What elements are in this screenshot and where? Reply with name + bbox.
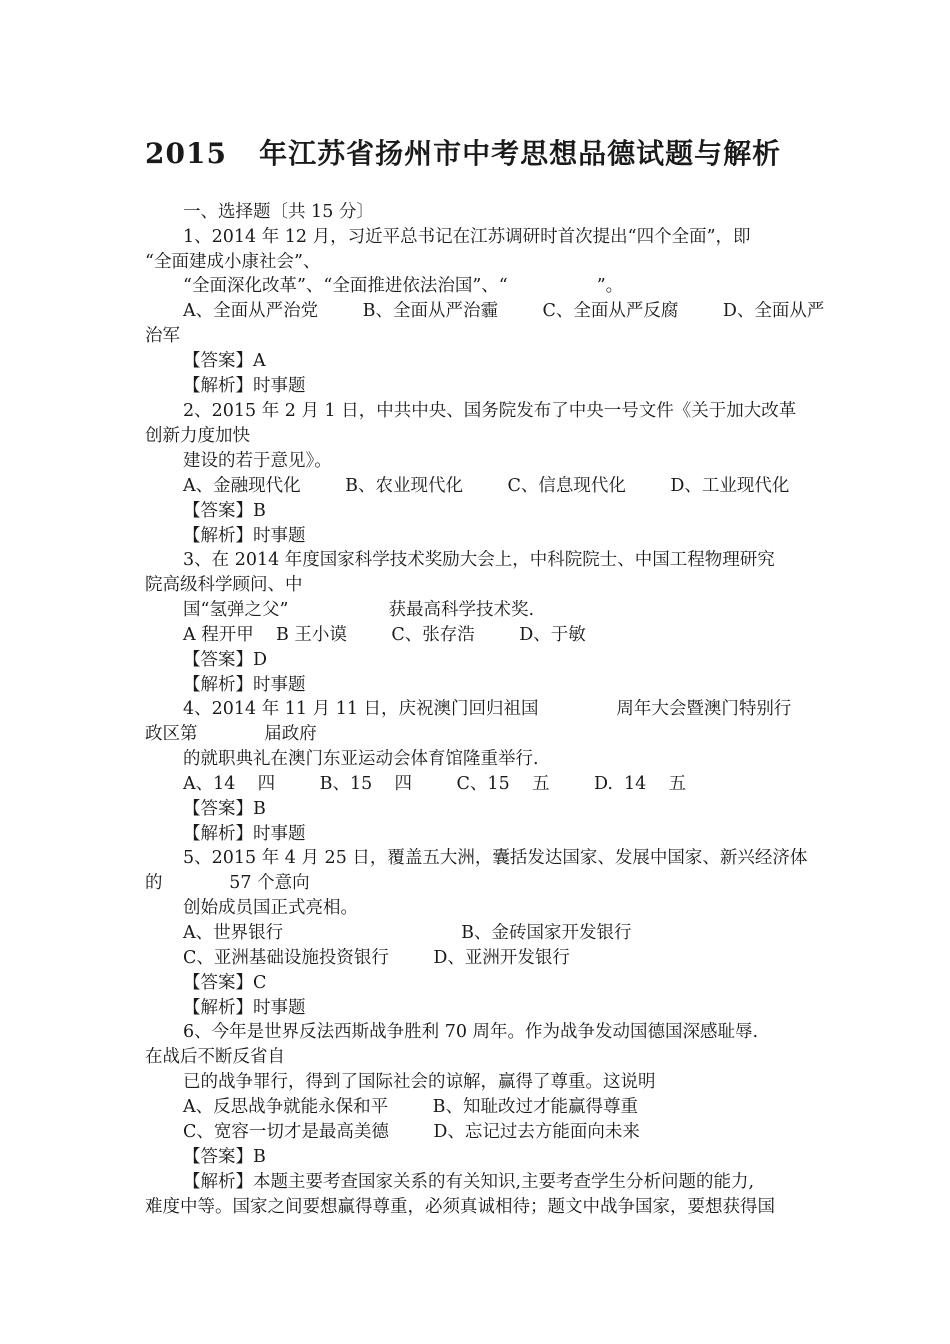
- q6-analysis: 【解析】本题主要考查国家关系的有关知识,主要考查学生分析问题的能力,: [183, 1172, 755, 1192]
- q6-options: A、反思战争就能永保和平 B、知耻改过才能赢得尊重: [183, 1097, 638, 1117]
- q6-stem: 6、今年是世界反法西斯战争胜利 70 周年。作为战争发动国德国深感耻辱.: [183, 1022, 759, 1042]
- q1-stem: “全面建成小康社会”、: [145, 252, 321, 272]
- q2-answer: 【答案】B: [183, 501, 266, 521]
- q1-options: A、全面从严治党 B、全面从严治霾 C、全面从严反腐 D、全面从严: [183, 301, 825, 321]
- q1-answer: 【答案】A: [183, 351, 266, 371]
- q2-stem: 2、2015 年 2 月 1 日，中共中央、国务院发布了中央一号文件《关于加大改革: [183, 401, 797, 421]
- q4-stem: 政区第 届政府: [145, 724, 317, 744]
- q6-options: C、宽容一切才是最高美德 D、忘记过去方能面向未来: [183, 1122, 640, 1142]
- q1-stem: 1、2014 年 12 月，习近平总书记在江苏调研时首次提出“四个全面”，即: [183, 227, 751, 247]
- q3-stem: 院高级科学顾问、中: [145, 575, 303, 595]
- q2-analysis: 【解析】时事题: [183, 526, 306, 546]
- q3-analysis: 【解析】时事题: [183, 675, 306, 695]
- document-title: 2015 年江苏省扬州市中考思想品德试题与解析: [145, 137, 782, 170]
- q4-analysis: 【解析】时事题: [183, 824, 306, 844]
- q2-stem: 建设的若于意见》。: [183, 451, 332, 471]
- q3-options: A 程开甲 B 王小谟 C、张存浩 D、于敏: [183, 625, 586, 645]
- q6-analysis: 难度中等。国家之间要想赢得尊重，必须真诚相待；题文中战争国家，要想获得国: [145, 1197, 775, 1217]
- q4-stem: 的就职典礼在澳门东亚运动会体育馆隆重举行.: [183, 749, 539, 769]
- q5-answer: 【答案】C: [183, 973, 267, 993]
- q4-answer: 【答案】B: [183, 799, 266, 819]
- q4-stem: 4、2014 年 11 月 11 日，庆祝澳门回归祖国 周年大会暨澳门特别行: [183, 699, 792, 719]
- q3-stem: 国“氢弹之父” 获最高科学技术奖.: [183, 600, 535, 620]
- q5-stem: 的 57 个意向: [145, 873, 310, 893]
- q1-analysis: 【解析】时事题: [183, 376, 306, 396]
- q5-stem: 5、2015 年 4 月 25 日，覆盖五大洲，囊括发达国家、发展中国家、新兴经济体: [183, 848, 808, 868]
- q6-stem: 在战后不断反省自: [145, 1047, 285, 1067]
- q3-answer: 【答案】D: [183, 650, 268, 670]
- q1-options: 治军: [145, 326, 180, 346]
- q1-stem: “全面深化改革”、“全面推进依法治国”、“ ”。: [183, 276, 624, 296]
- section-heading: 一、选择题〔共 15 分〕: [183, 202, 374, 222]
- q3-stem: 3、在 2014 年度国家科学技术奖励大会上，中科院院士、中国工程物理研究: [183, 550, 775, 570]
- q5-options: A、世界银行 B、金砖国家开发银行: [183, 923, 632, 943]
- q2-options: A、金融现代化 B、农业现代化 C、信息现代化 D、工业现代化: [183, 476, 790, 496]
- q2-stem: 创新力度加快: [145, 426, 250, 446]
- q5-analysis: 【解析】时事题: [183, 998, 306, 1018]
- q4-options: A、14 四 B、15 四 C、15 五 D. 14 五: [183, 774, 687, 794]
- q5-stem: 创始成员国正式亮相。: [183, 898, 358, 918]
- q6-stem: 已的战争罪行，得到了国际社会的谅解，赢得了尊重。这说明: [183, 1072, 656, 1092]
- q5-options: C、亚洲基础设施投资银行 D、亚洲开发银行: [183, 948, 570, 968]
- q6-answer: 【答案】B: [183, 1147, 266, 1167]
